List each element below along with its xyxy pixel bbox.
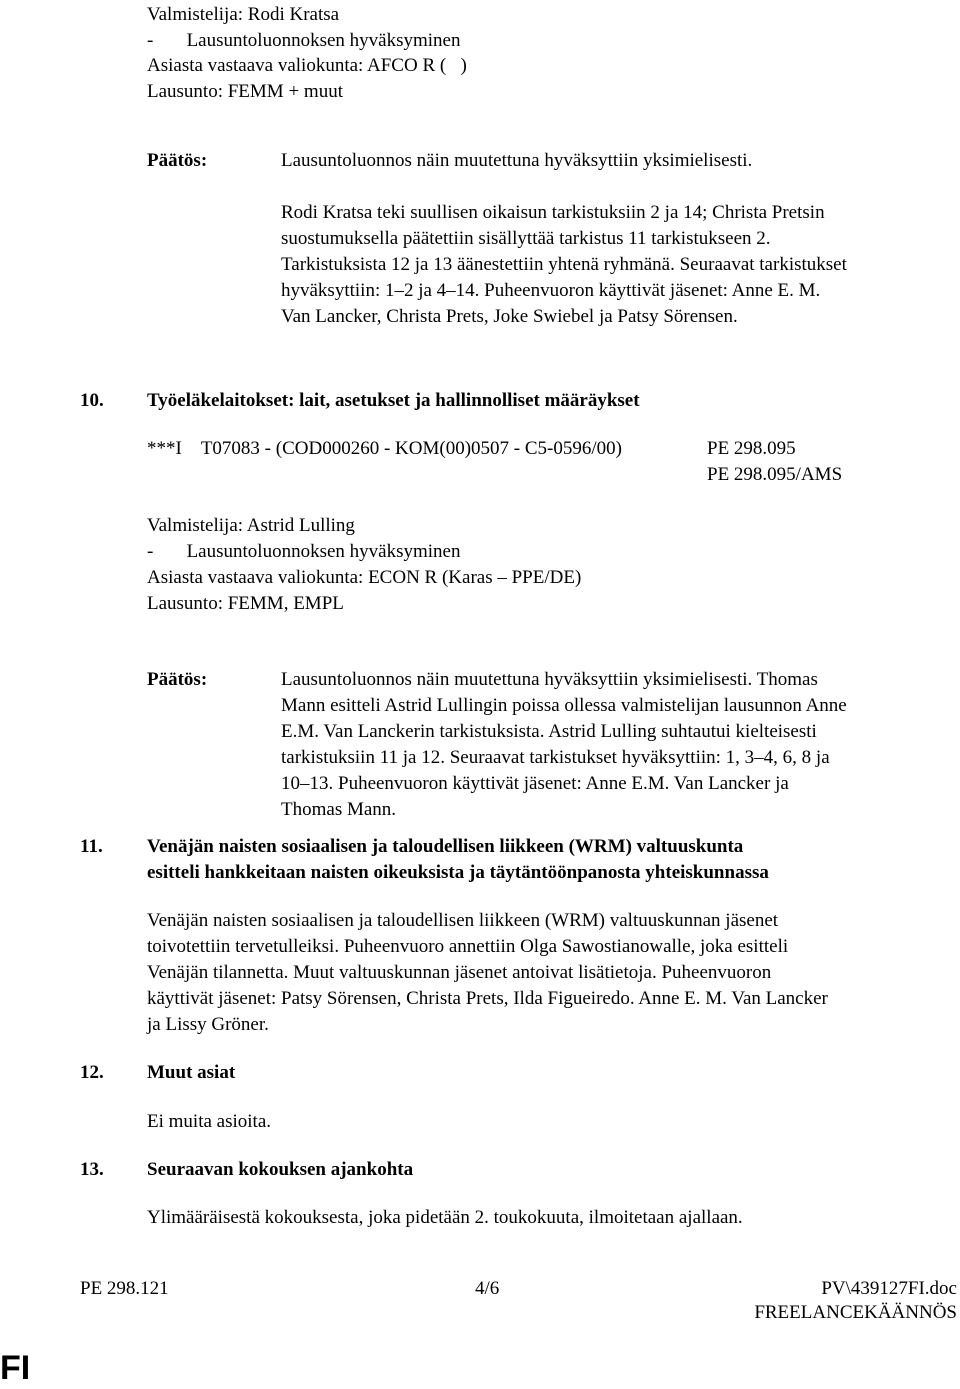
rapporteur-line: Valmistelija: Astrid Lulling (147, 515, 355, 536)
item-number: 11. (80, 836, 103, 857)
item-title: Seuraavan kokouksen ajankohta (147, 1159, 414, 1180)
footer-translation-note: FREELANCEKÄÄNNÖS (754, 1302, 957, 1323)
rapporteur-line: Valmistelija: Rodi Kratsa (147, 4, 340, 25)
item-body-line: ja Lissy Gröner. (147, 1014, 269, 1035)
footer-pe-number: PE 298.121 (80, 1278, 169, 1299)
item-title: esitteli hankkeitaan naisten oikeuksista ja täytäntöönpanosta yhteiskunnassa (147, 862, 769, 883)
item-body-line: Ylimääräisestä kokouksesta, joka pidetään 2. toukokuuta, ilmoitetaan ajallaan. (147, 1207, 743, 1228)
decision-paragraph-line: hyväksyttiin: 1–2 ja 4–14. Puheenvuoron käyttivät jäsenet: Anne E. M. (281, 280, 821, 301)
item-body-line: käyttivät jäsenet: Patsy Sörensen, Christa Prets, Ilda Figueiredo. Anne E. M. Van Lancker (147, 988, 828, 1009)
decision-text: Lausuntoluonnos näin muutettuna hyväksyttiin yksimielisesti. (281, 150, 753, 171)
decision-paragraph-line: Rodi Kratsa teki suullisen oikaisun tarkistuksiin 2 ja 14; Christa Pretsin (281, 202, 825, 223)
language-code: FI (0, 1349, 31, 1387)
item-title: Työeläkelaitokset: lait, asetukset ja hallinnolliset määräykset (147, 390, 640, 411)
procedure-line: - Lausuntoluonnoksen hyväksyminen (147, 30, 461, 51)
footer-doc-name: PV\439127FI.doc (821, 1278, 957, 1299)
pe-reference: PE 298.095/AMS (707, 464, 843, 485)
item-body-line: Ei muita asioita. (147, 1111, 272, 1132)
item-title: Venäjän naisten sosiaalisen ja taloudellisen liikkeen (WRM) valtuuskunta (147, 836, 744, 857)
decision-paragraph-line: Thomas Mann. (281, 799, 397, 820)
item-number: 13. (80, 1159, 104, 1180)
decision-paragraph-line: E.M. Van Lanckerin tarkistuksista. Astrid Lulling suhtautui kielteisesti (281, 721, 817, 742)
decision-paragraph-line: Mann esitteli Astrid Lullingin poissa ollessa valmistelijan lausunnon Anne (281, 695, 847, 716)
opinion-line: Lausunto: FEMM + muut (147, 81, 343, 102)
pe-reference: PE 298.095 (707, 438, 796, 459)
committee-line: Asiasta vastaava valiokunta: ECON R (Karas – PPE/DE) (147, 567, 582, 588)
item-number: 10. (80, 390, 104, 411)
item-title: Muut asiat (147, 1062, 236, 1083)
opinion-line: Lausunto: FEMM, EMPL (147, 593, 344, 614)
item-number: 12. (80, 1062, 104, 1083)
decision-paragraph-line: suostumuksella päätettiin sisällyttää tarkistus 11 tarkistukseen 2. (281, 228, 771, 249)
procedure-code: ***I T07083 - (COD000260 - KOM(00)0507 - C5-0596/00) (147, 438, 622, 459)
decision-paragraph-line: 10–13. Puheenvuoron käyttivät jäsenet: Anne E.M. Van Lancker ja (281, 773, 789, 794)
footer-page-number: 4/6 (475, 1278, 500, 1299)
decision-paragraph-line: tarkistuksiin 11 ja 12. Seuraavat tarkistukset hyväksyttiin: 1, 3–4, 6, 8 ja (281, 747, 830, 768)
decision-label: Päätös: (147, 150, 208, 171)
decision-paragraph-line: Van Lancker, Christa Prets, Joke Swiebel ja Patsy Sörensen. (281, 306, 738, 327)
decision-paragraph-line: Lausuntoluonnos näin muutettuna hyväksyttiin yksimielisesti. Thomas (281, 669, 818, 690)
procedure-line: - Lausuntoluonnoksen hyväksyminen (147, 541, 461, 562)
decision-paragraph-line: Tarkistuksista 12 ja 13 äänestettiin yhtenä ryhmänä. Seuraavat tarkistukset (281, 254, 847, 275)
item-body-line: Venäjän tilannetta. Muut valtuuskunnan jäsenet antoivat lisätietoja. Puheenvuoron (147, 962, 772, 983)
decision-label: Päätös: (147, 669, 208, 690)
committee-line: Asiasta vastaava valiokunta: AFCO R ( ) (147, 55, 467, 76)
item-body-line: toivotettiin tervetulleiksi. Puheenvuoro annettiin Olga Sawostianowalle, joka esitteli (147, 936, 789, 957)
item-body-line: Venäjän naisten sosiaalisen ja taloudellisen liikkeen (WRM) valtuuskunnan jäsenet (147, 910, 779, 931)
